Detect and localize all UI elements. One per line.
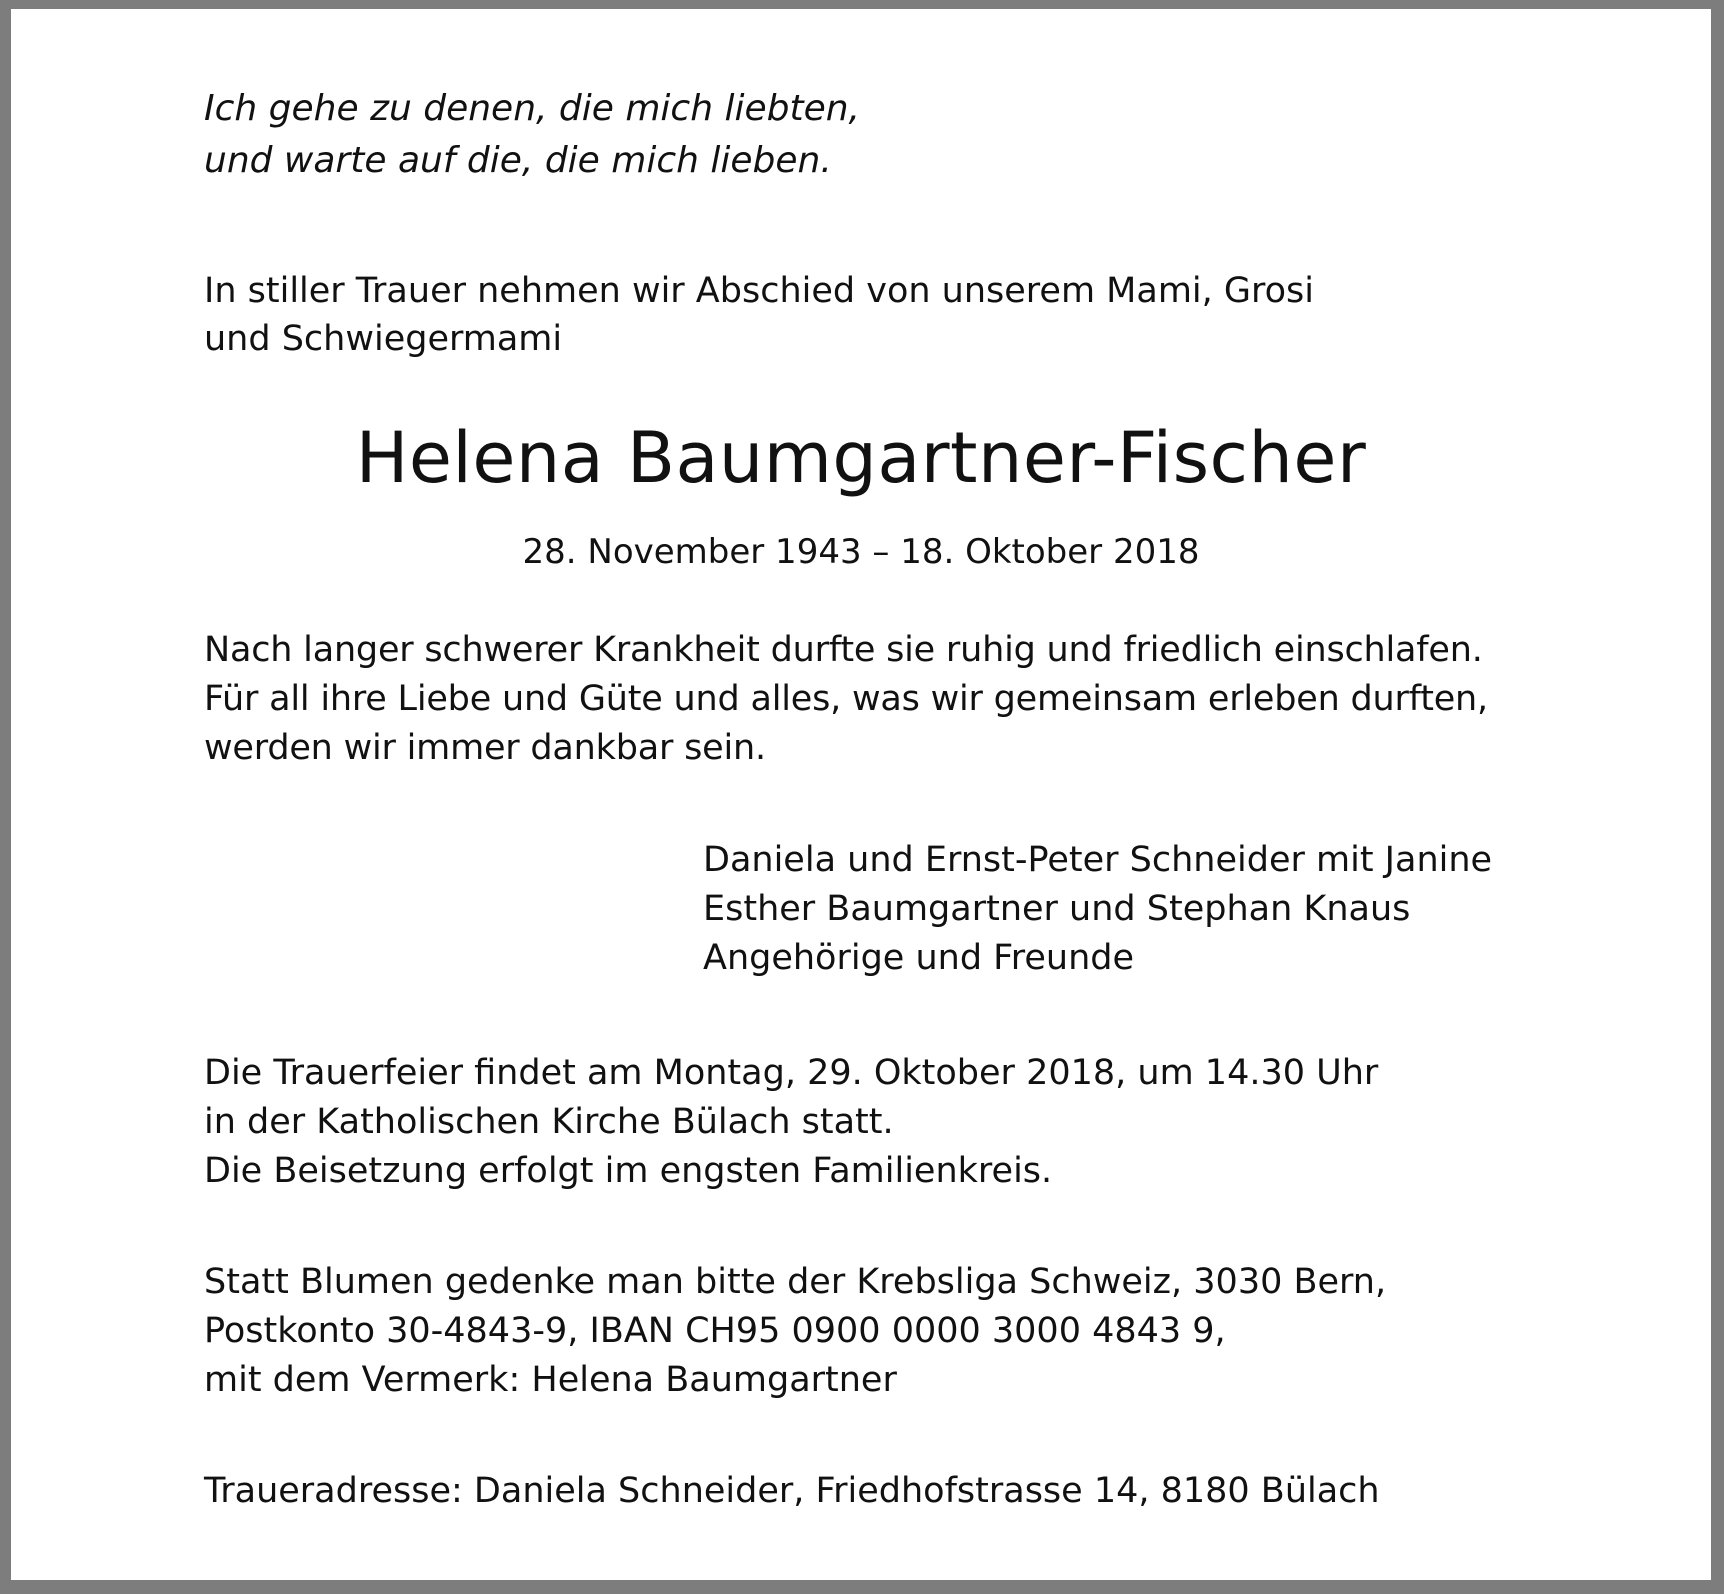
motto-line: und warte auf die, die mich lieben.	[204, 140, 832, 181]
message-line: Nach langer schwerer Krankheit durfte sie ruhig und friedlich einschlafen.	[204, 630, 1483, 670]
intro-line: In stiller Trauer nehmen wir Abschied von unserem Mami, Grosi	[204, 271, 1315, 311]
ceremony-line: Die Beisetzung erfolgt im engsten Familienkreis.	[204, 1151, 1053, 1191]
obituary-page	[11, 9, 1711, 1580]
farewell-message	[204, 626, 1488, 773]
life-dates: 28. November 1943 – 18. Oktober 2018	[522, 532, 1200, 572]
donation-line: Statt Blumen gedenke man bitte der Krebsliga Schweiz, 3030 Bern,	[204, 1262, 1387, 1302]
mourner-line: Daniela und Ernst-Peter Schneider mit Janine	[703, 840, 1493, 880]
mourner-line: Angehörige und Freunde	[703, 938, 1135, 978]
donation-info	[204, 1258, 1386, 1405]
intro-line: und Schwiegermami	[204, 319, 563, 359]
motto-quote	[204, 83, 860, 187]
mourning-address	[204, 1467, 1380, 1516]
motto-line: Ich gehe zu denen, die mich liebten,	[204, 88, 860, 129]
donation-line: mit dem Vermerk: Helena Baumgartner	[204, 1360, 897, 1400]
deceased-name: Helena Baumgartner-Fischer	[355, 417, 1367, 499]
address-line: Traueradresse: Daniela Schneider, Friedhofstrasse 14, 8180 Bülach	[204, 1471, 1380, 1511]
ceremony-info	[204, 1049, 1378, 1196]
message-line: Für all ihre Liebe und Güte und alles, was wir gemeinsam erleben durften,	[204, 679, 1488, 719]
ceremony-line: in der Katholischen Kirche Bülach statt.	[204, 1102, 894, 1142]
mourners-list	[703, 836, 1492, 983]
message-line: werden wir immer dankbar sein.	[204, 728, 766, 768]
donation-line: Postkonto 30-4843-9, IBAN CH95 0900 0000 3000 4843 9,	[204, 1311, 1226, 1351]
ceremony-line: Die Trauerfeier findet am Montag, 29. Oktober 2018, um 14.30 Uhr	[204, 1053, 1379, 1093]
mourner-line: Esther Baumgartner und Stephan Knaus	[703, 889, 1411, 929]
intro-text	[204, 267, 1314, 363]
